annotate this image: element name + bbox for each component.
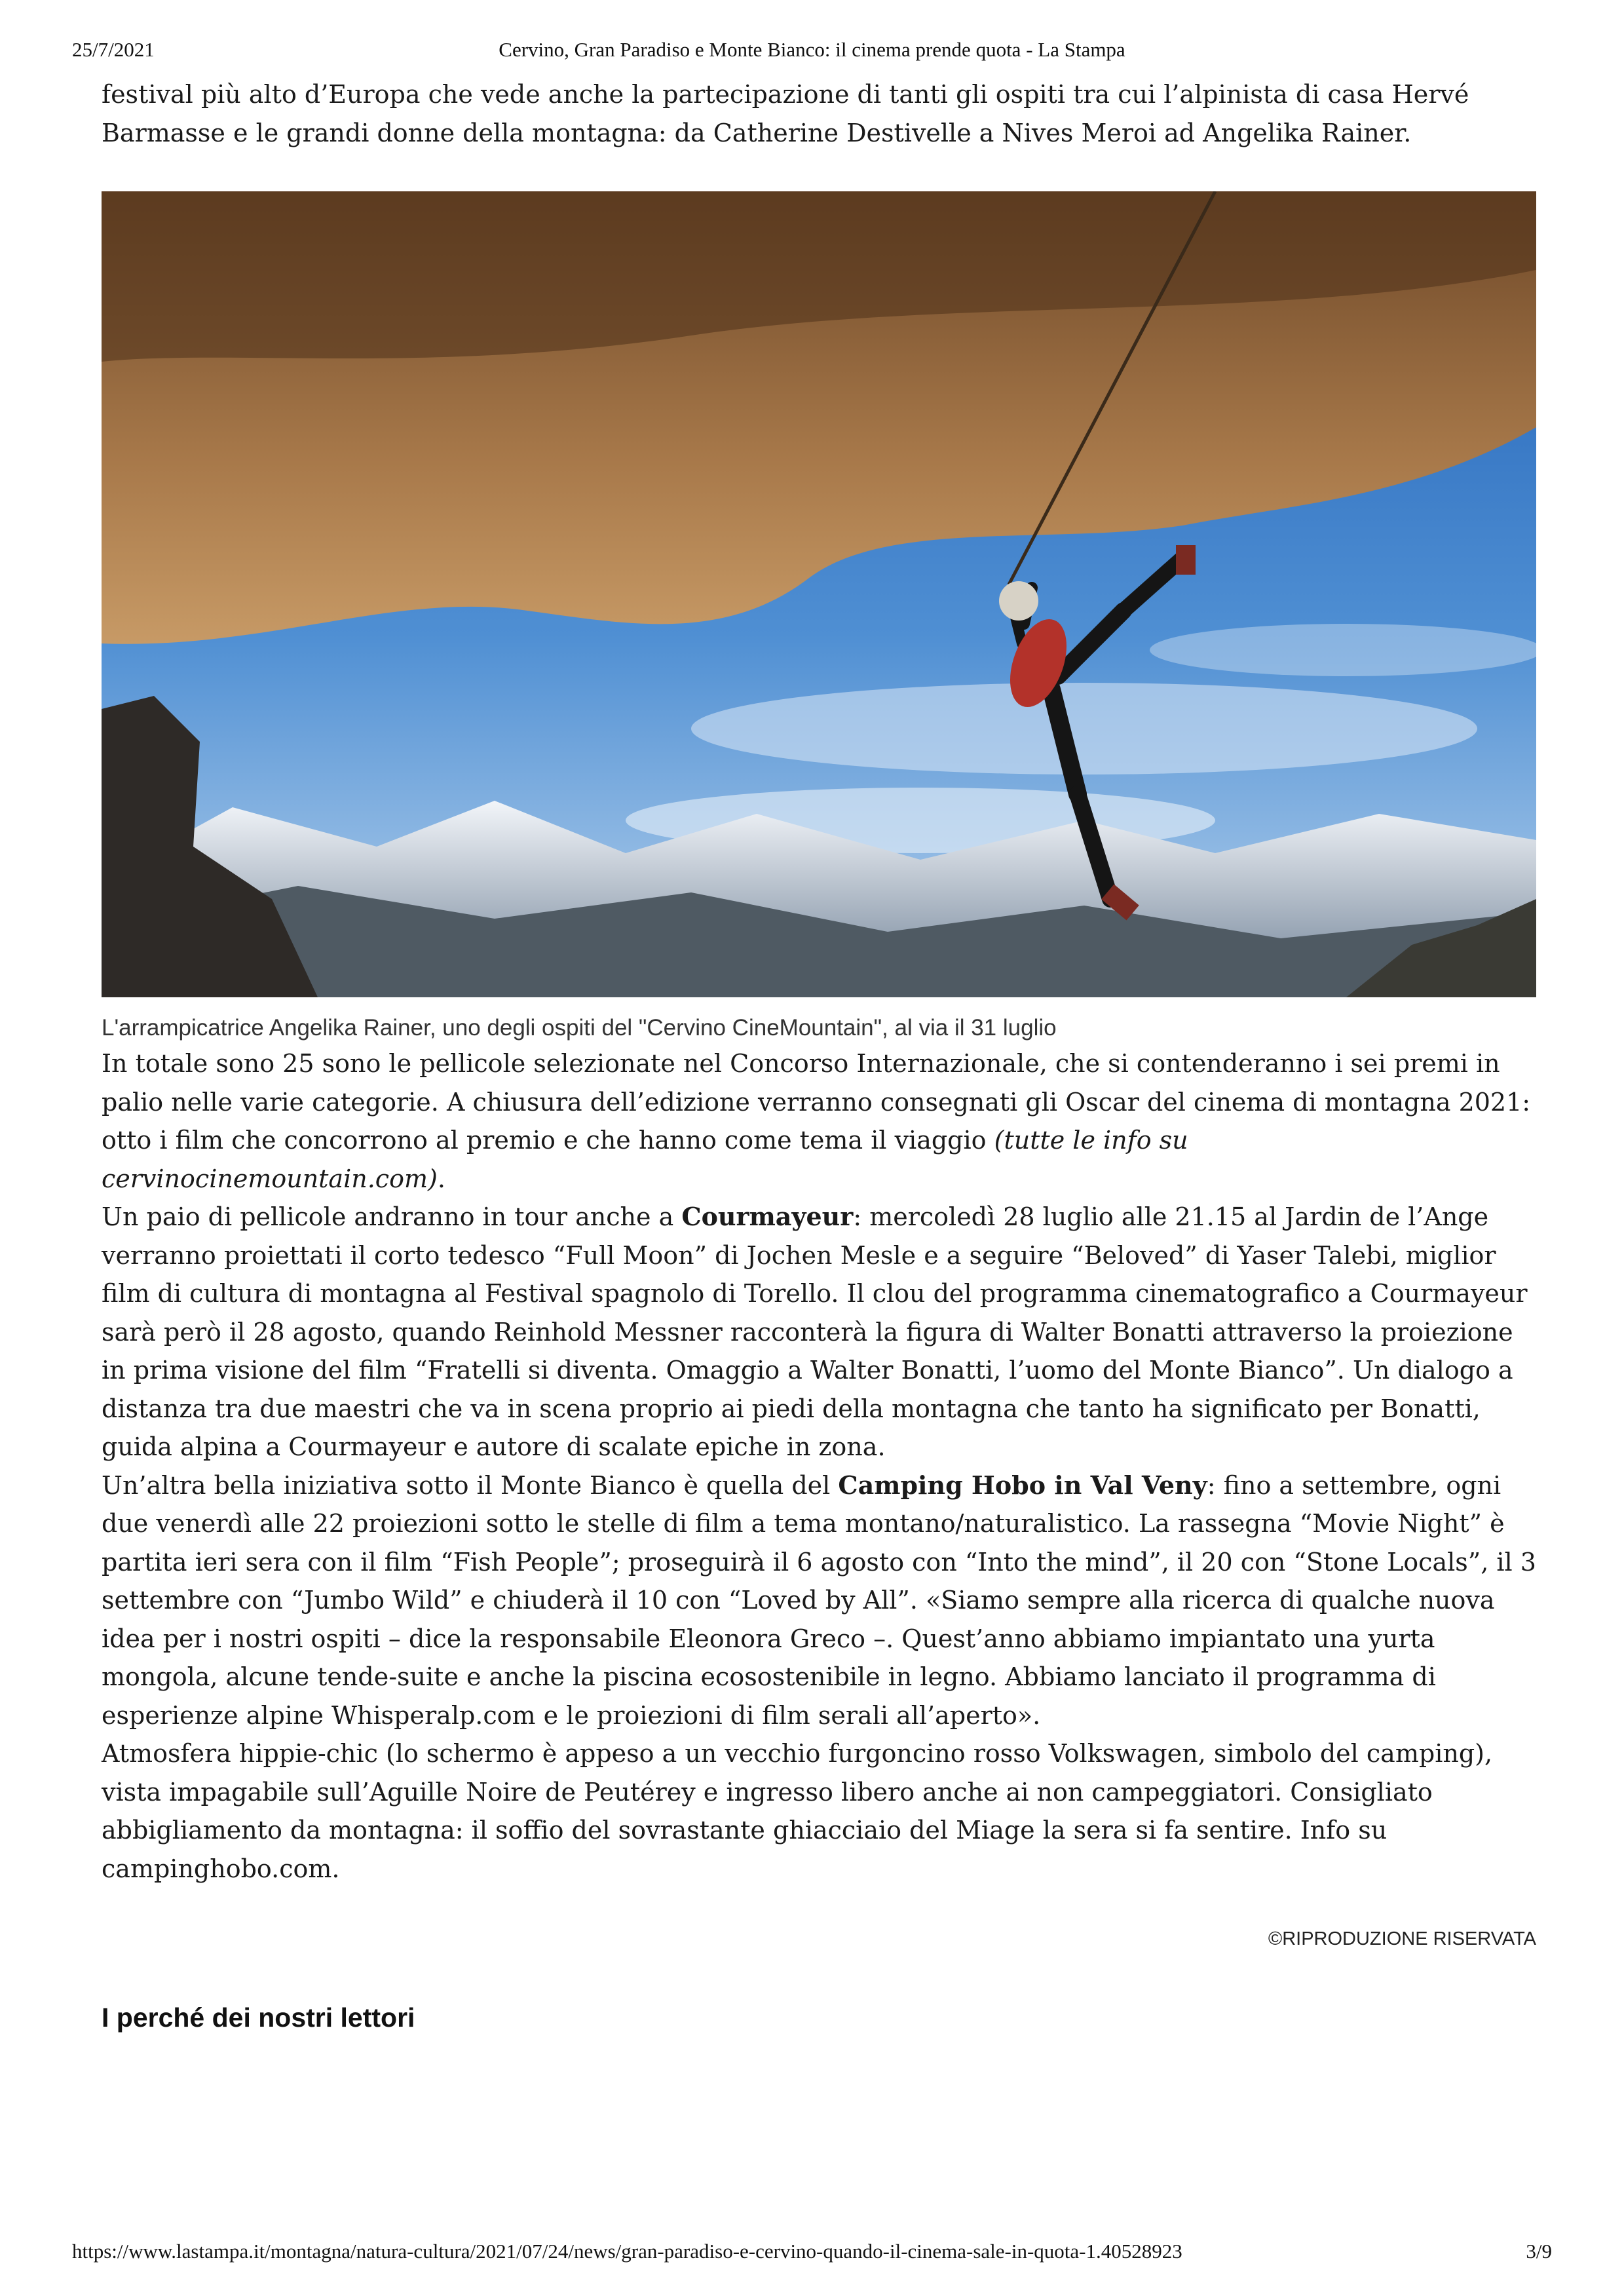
print-footer bbox=[72, 2240, 1552, 2272]
print-url: https://www.lastampa.it/montagna/natura-cultura/2021/07/24/news/gran-paradiso-e-cervino-quando-il-cinema-sale-in-quota-1.40528923 bbox=[72, 2240, 1182, 2263]
article-paragraph-3: Un’altra bella iniziativa sotto il Monte Bianco è quella del Camping Hobo in Val Veny: fino a settembre, ogni due venerdì alle 22 proiezioni sotto le stelle di film a tema montano/naturalistico. La rassegna “Movie Night” è partita ieri sera con il film “Fish People”; proseguirà il 6 agosto con “Into the mind”, il 20 con “Stone Locals”, il 3 settembre con “Jumbo Wild” e chiuderà il 10 con “Loved by All”. «Siamo sempre alla ricerca di qualche nuova idea per i nostri ospiti – dice la responsabile Eleonora Greco –. Quest’anno abbiamo impiantato una yurta mongola, alcune tende-suite e anche la piscina ecosostenibile in legno. Abbiamo lanciato il programma di esperienze alpine Whisperalp.com e le proiezioni di film serali all’aperto». bbox=[102, 1470, 1536, 1730]
article-paragraph-2: Un paio di pellicole andranno in tour anche a Courmayeur: mercoledì 28 luglio alle 21.15 al Jardin de l’Ange verranno proiettati il corto tedesco “Full Moon” di Jochen Mesle e a seguire “Beloved” di Yaser Talebi, miglior film di cultura di montagna al Festival spagnolo di Torello. Il clou del programma cinematografico a Courmayeur sarà però il 28 agosto, quando Reinhold Messner racconterà la figura di Walter Bonatti attraverso la proiezione in prima visione del film “Fratelli si diventa. Omaggio a Walter Bonatti, l’uomo del Monte Bianco”. Un dialogo a distanza tra due maestri che va in scena proprio ai piedi della montagna che tanto ha significato per Bonatti, guida alpina a Courmayeur e autore di scalate epiche in zona. bbox=[102, 1202, 1528, 1461]
print-date: 25/7/2021 bbox=[72, 38, 155, 61]
article-paragraph-4: Atmosfera hippie-chic (lo schermo è appeso a un vecchio furgoncino rosso Volkswagen, simbolo del camping), vista impagabile sull’Aguille Noire de Peutérey e ingresso libero anche ai non campeggiatori. Consigliato abbigliamento da montagna: il soffio del sovrastante ghiacciaio del Miage la sera si fa sentire. Info su campinghobo.com. bbox=[102, 1739, 1493, 1883]
page-number: 3/9 bbox=[1526, 2240, 1552, 2263]
section-title: I perché dei nostri lettori bbox=[102, 2002, 415, 2033]
copyright-notice: ©RIPRODUZIONE RISERVATA bbox=[1268, 1928, 1536, 1949]
article-paragraph-1: In totale sono 25 sono le pellicole selezionate nel Concorso Internazionale, che si contenderanno i sei premi in palio nelle varie categorie. A chiusura dell’edizione verranno consegnati gli Oscar del cinema di montagna 2021: otto i film che concorrono al premio e che hanno come tema il viaggio (tutte le info su cervinocinemountain.com). bbox=[102, 1049, 1531, 1193]
bold-courmayeur: Courmayeur bbox=[681, 1202, 854, 1231]
info-link-text: (tutte le info su cervinocinemountain.com) bbox=[102, 1126, 1188, 1193]
print-header bbox=[72, 38, 1552, 71]
bold-camping-hobo: Camping Hobo in Val Veny bbox=[838, 1470, 1207, 1500]
article-photo bbox=[102, 191, 1536, 997]
article-body bbox=[102, 75, 1536, 2033]
print-title: Cervino, Gran Paradiso e Monte Bianco: il cinema prende quota - La Stampa bbox=[499, 38, 1125, 61]
photo-caption: L'arrampicatrice Angelika Rainer, uno degli ospiti del "Cervino CineMountain", al via il 31 luglio bbox=[102, 1015, 1057, 1041]
climber-photo-illustration bbox=[102, 191, 1536, 997]
article-paragraph-intro: festival più alto d’Europa che vede anche la partecipazione di tanti gli ospiti tra cui l’alpinista di casa Hervé Barmasse e le grandi donne della montagna: da Catherine Destivelle a Nives Meroi ad Angelika Rainer. bbox=[102, 80, 1469, 147]
